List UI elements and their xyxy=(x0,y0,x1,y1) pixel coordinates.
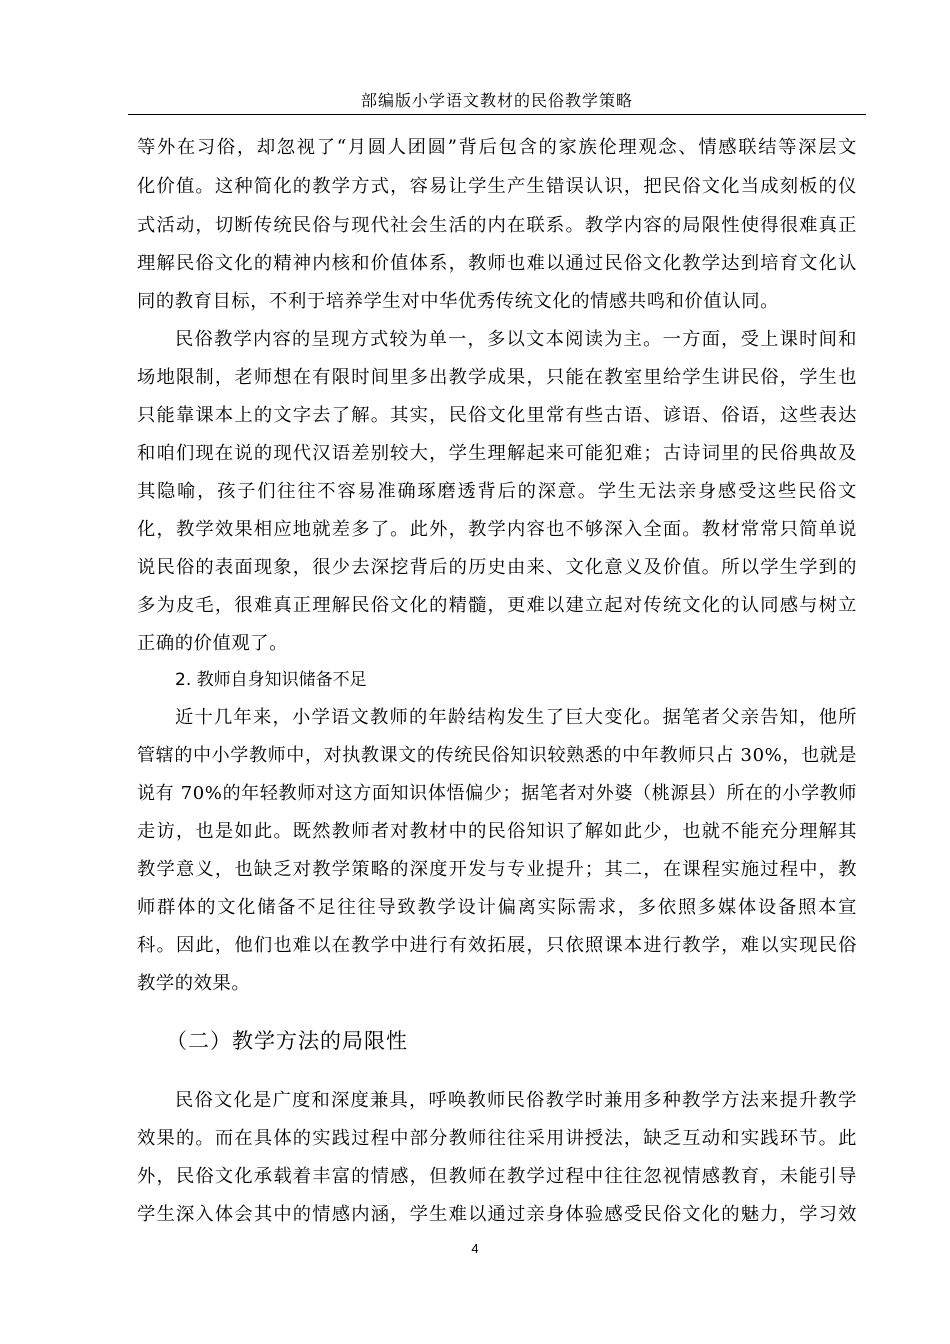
body-line: 说民俗的表面现象，很少去深挖背后的历史由来、文化意义及价值。所以学生学到的 xyxy=(137,557,857,578)
body-line: 其隐喻，孩子们往往不容易准确琢磨透背后的深意。学生无法亲身感受这些民俗文 xyxy=(137,481,857,502)
body-line: 民俗教学内容的呈现方式较为单一，多以文本阅读为主。一方面，受上课时间和 xyxy=(175,329,857,350)
body-line: 正确的价值观了。 xyxy=(137,633,289,654)
body-line: 外，民俗文化承载着丰富的情感，但教师在教学过程中往往忽视情感教育，未能引导 xyxy=(137,1166,857,1187)
subheading: 2. 教师自身知识储备不足 xyxy=(175,670,367,690)
body-line: 民俗文化是广度和深度兼具，呼唤教师民俗教学时兼用多种教学方法来提升教学 xyxy=(175,1090,857,1111)
body-line: 化价值。这种简化的教学方式，容易让学生产生错误认识，把民俗文化当成刻板的仪 xyxy=(137,176,857,197)
body-line: 效果的。而在具体的实践过程中部分教师往往采用讲授法，缺乏互动和实践环节。此 xyxy=(137,1128,857,1149)
body-line: 近十几年来，小学语文教师的年龄结构发生了巨大变化。据笔者父亲告知，他所 xyxy=(175,707,857,728)
body-line: 只能靠课本上的文字去了解。其实，民俗文化里常有些古语、谚语、俗语，这些表达 xyxy=(137,405,857,426)
body-line: 理解民俗文化的精神内核和价值体系，教师也难以通过民俗文化教学达到培育文化认 xyxy=(137,253,857,274)
body-line: 教学意义，也缺乏对教学策略的深度开发与专业提升；其二，在课程实施过程中，教 xyxy=(137,859,857,880)
body-line: 师群体的文化储备不足往往导致教学设计偏离实际需求，多依照多媒体设备照本宣 xyxy=(137,897,857,918)
body-line: 走访，也是如此。既然教师者对教材中的民俗知识了解如此少，也就不能充分理解其 xyxy=(137,821,857,842)
body-line: 和咱们现在说的现代汉语差别较大，学生理解起来可能犯难；古诗词里的民俗典故及 xyxy=(137,443,857,464)
body-line: 式活动，切断传统民俗与现代社会生活的内在联系。教学内容的局限性使得很难真正 xyxy=(137,215,857,236)
body-line: 管辖的中小学教师中，对执教课文的传统民俗知识较熟悉的中年教师只占 30%，也就是 xyxy=(137,745,857,766)
running-header: 部编版小学语文教材的民俗教学策略 xyxy=(360,91,633,110)
body-line: 说有 70%的年轻教师对这方面知识体悟偏少；据笔者对外婆（桃源县）所在的小学教师 xyxy=(137,783,857,804)
body-line: 科。因此，他们也难以在教学中进行有效拓展，只依照课本进行教学，难以实现民俗 xyxy=(137,935,857,956)
body-line: 学生深入体会其中的情感内涵，学生难以通过亲身体验感受民俗文化的魅力，学习效 xyxy=(137,1204,857,1225)
section-heading: （二）教学方法的局限性 xyxy=(166,1029,408,1053)
header-rule xyxy=(128,114,866,115)
body-line: 教学的效果。 xyxy=(137,973,251,994)
body-line: 多为皮毛，很难真正理解民俗文化的精髓，更难以建立起对传统文化的认同感与树立 xyxy=(137,595,857,616)
body-line: 同的教育目标，不利于培养学生对中华优秀传统文化的情感共鸣和价值认同。 xyxy=(137,291,779,312)
page-number: 4 xyxy=(471,1241,479,1256)
body-line: 场地限制，老师想在有限时间里多出教学成果，只能在教室里给学生讲民俗，学生也 xyxy=(137,367,857,388)
body-line: 化，教学效果相应地就差多了。此外，教学内容也不够深入全面。教材常常只简单说 xyxy=(137,519,857,540)
body-line: 等外在习俗，却忽视了“月圆人团圆”背后包含的家族伦理观念、情感联结等深层文 xyxy=(137,137,857,158)
